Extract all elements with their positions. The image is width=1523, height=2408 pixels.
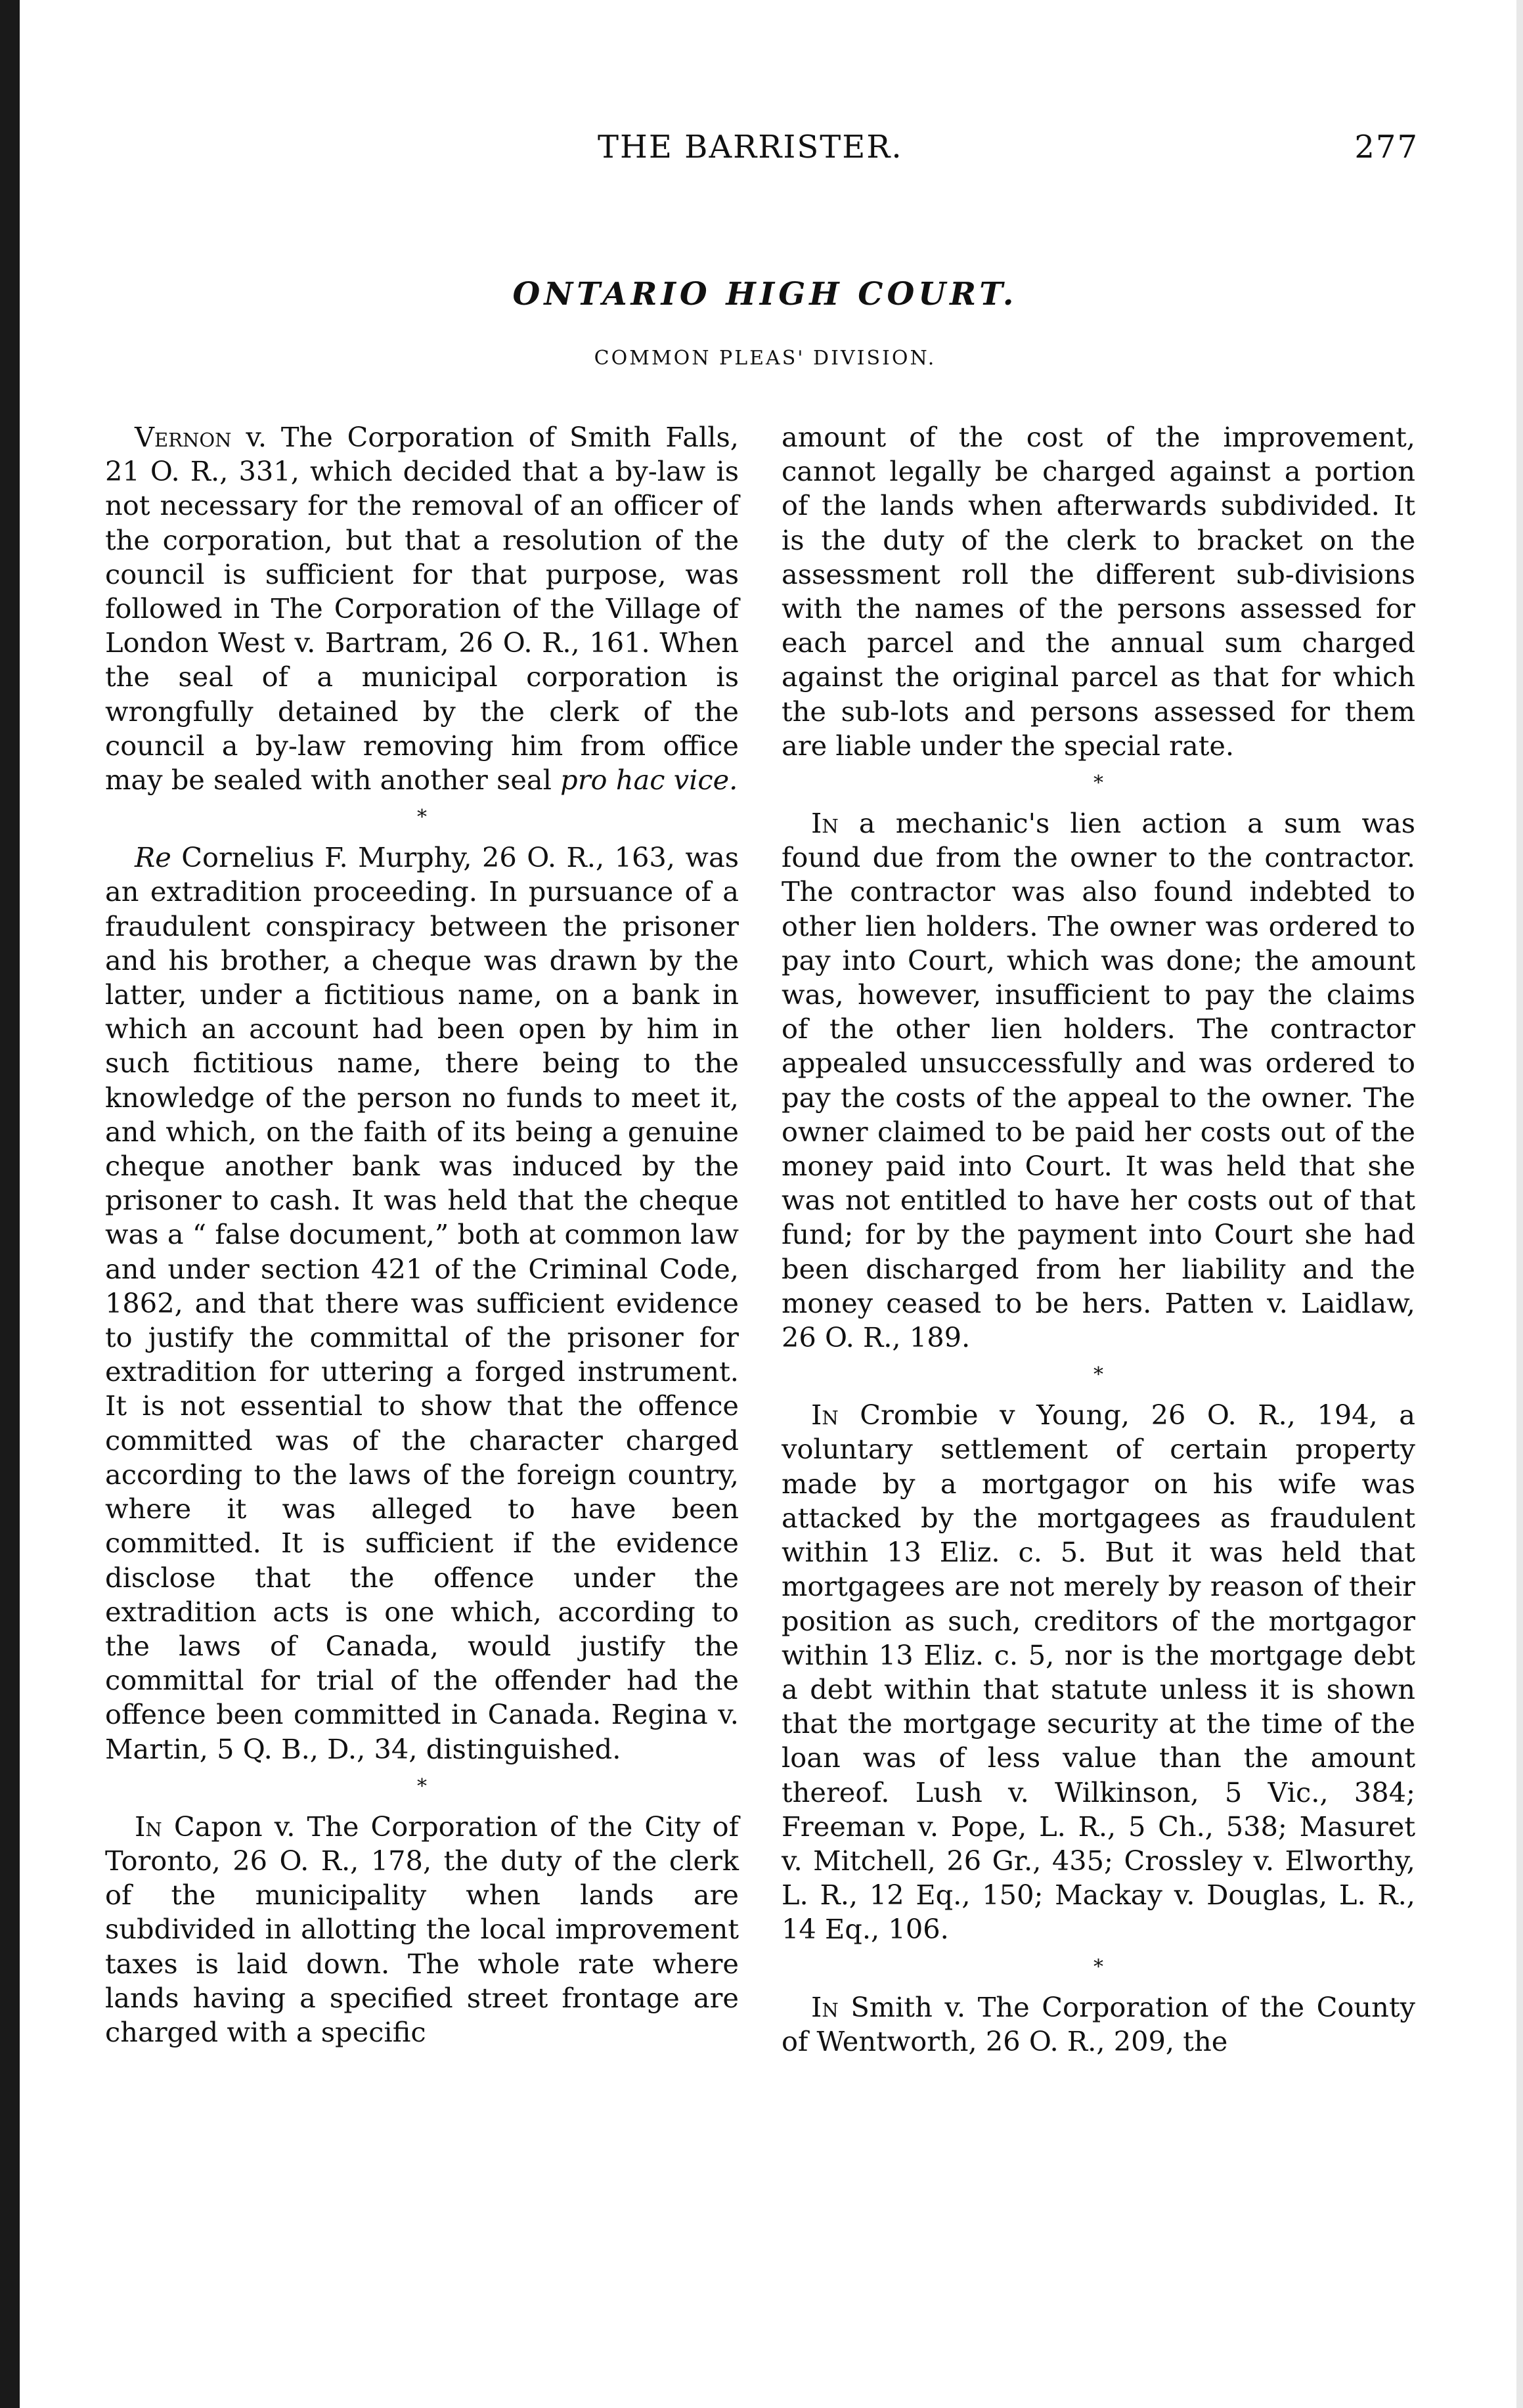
division-heading: COMMON PLEAS' DIVISION.: [594, 347, 937, 370]
paragraph-lead: Re: [135, 841, 171, 874]
paragraph-text: a mechanic's lien action a sum was found due from the owner to the contractor. The contractor was also found indebted to other lien holders. The owner was ordered to pay into Court, which was done; the amount was, however, insufficient to pay the claims of the other lien holders. The contractor appealed unsuccessfully and was ordered to pay the costs of the appeal to the owner. The owner claimed to be paid her costs out of the money paid into Court. It was held that she was not entitled to have her costs out of that fund; for by the payment into Court she had been discharged from her liability and the money ceased to be hers. Patten v. Laidlaw, 26 O. R., 189.: [782, 807, 1415, 1354]
paragraph-vernon: [105, 420, 739, 797]
paragraph-lead: In: [135, 1810, 162, 1843]
section-separator: *: [1093, 1363, 1103, 1387]
section-separator: *: [1093, 1955, 1103, 1979]
scan-edge-left: [0, 0, 20, 2408]
paragraph-text: v. The Corporation of Smith Falls, 21 O. R., 331, which decided that a by-law is not necessary for the removal of an officer of the corporation, but that a resolution of the council is sufficient for that purpose, was followed in The Corporation of the Village of London West v. Bartram, 26 O. R., 161. When the seal of a municipal corporation is wrongfully detained by the clerk of the council a by-law removing him from office may be sealed with another seal: [105, 421, 739, 797]
paragraph-lead: In: [811, 1399, 839, 1432]
paragraph-smith: [782, 1990, 1415, 2059]
right-column: [782, 420, 1415, 2059]
left-column: [105, 420, 739, 2049]
paragraph-lead: Vernon: [135, 421, 232, 453]
page-number: 277: [1354, 129, 1419, 165]
section-separator: *: [417, 806, 427, 829]
paragraph-text: Crombie v Young, 26 O. R., 194, a voluntary settlement of certain property made by a mortgagor on his wife was attacked by the mortgagees as fraudulent within 13 Eliz. c. 5. But it was held that mortgagees are not merely by reason of their position as such, creditors of the mortgagor within 13 Eliz. c. 5, nor is the mortgage debt a debt within that statute unless it is shown that the mortgage security at the time of the loan was of less value than the amount thereof. Lush v. Wilkinson, 5 Vic., 384; Freeman v. Pope, L. R., 5 Ch., 538; Masuret v. Mitchell, 26 Gr., 435; Crossley v. Elworthy, L. R., 12 Eq., 150; Mackay v. Douglas, L. R., 14 Eq., 106.: [782, 1399, 1415, 1946]
journal-title: THE BARRISTER.: [598, 129, 903, 165]
paragraph-text: Smith v. The Corporation of the County of Wentworth, 26 O. R., 209, the: [782, 1990, 1415, 2057]
paragraph-mechanics-lien: [782, 806, 1415, 1355]
court-heading: ONTARIO HIGH COURT.: [512, 276, 1018, 313]
paragraph-lead: In: [811, 807, 839, 840]
paragraph-murphy: [105, 841, 739, 1766]
paragraph-crombie: [782, 1398, 1415, 1946]
latin-phrase: pro hac vice.: [560, 764, 738, 797]
section-separator: *: [417, 1774, 427, 1798]
paragraph-capon: [105, 1810, 739, 2049]
running-head: [99, 129, 1432, 181]
paragraph-text: Capon v. The Corporation of the City of Toronto, 26 O. R., 178, the duty of the clerk of the municipality when lands are subdivided in allotting the local improvement taxes is laid down. The whole rate where lands having a specified street frontage are charged with a specific: [105, 1810, 739, 2048]
page: [99, 0, 1432, 2408]
paragraph-capon-continued: [782, 420, 1415, 763]
paragraph-text: amount of the cost of the improvement, cannot legally be charged against a portion of the lands when afterwards subdivided. It is the duty of the clerk to bracket on the assessment roll the different sub-divisions with the names of the persons assessed for each parcel and the annual sum charged against the original parcel as that for which the sub-lots and persons assessed for them are liable under the special rate.: [782, 421, 1415, 762]
scan-edge-right: [1516, 0, 1523, 2408]
paragraph-text: Cornelius F. Murphy, 26 O. R., 163, was an extradition proceeding. In pursuance of a fraudulent conspiracy between the prisoner and his brother, a cheque was drawn by the latter, under a fictitious name, on a bank in which an account had been open by him in such fictitious name, there being to the knowledge of the person no funds to meet it, and which, on the faith of its being a genuine cheque another bank was induced by the prisoner to cash. It was held that the cheque was a “ false document,” both at common law and under section 421 of the Criminal Code, 1862, and that there was sufficient evidence to justify the committal of the prisoner for extradition for uttering a forged instrument. It is not essential to show that the offence committed was of the character charged according to the laws of the foreign country, where it was alleged to have been committed. It is sufficient if the evidence disclose that the offence under the extradition acts is one which, according to the laws of Canada, would justify the committal for trial of the offender had the offence been committed in Canada. Regina v. Martin, 5 Q. B., D., 34, distinguished.: [105, 841, 739, 1765]
section-separator: *: [1093, 772, 1103, 795]
paragraph-lead: In: [811, 1990, 839, 2023]
